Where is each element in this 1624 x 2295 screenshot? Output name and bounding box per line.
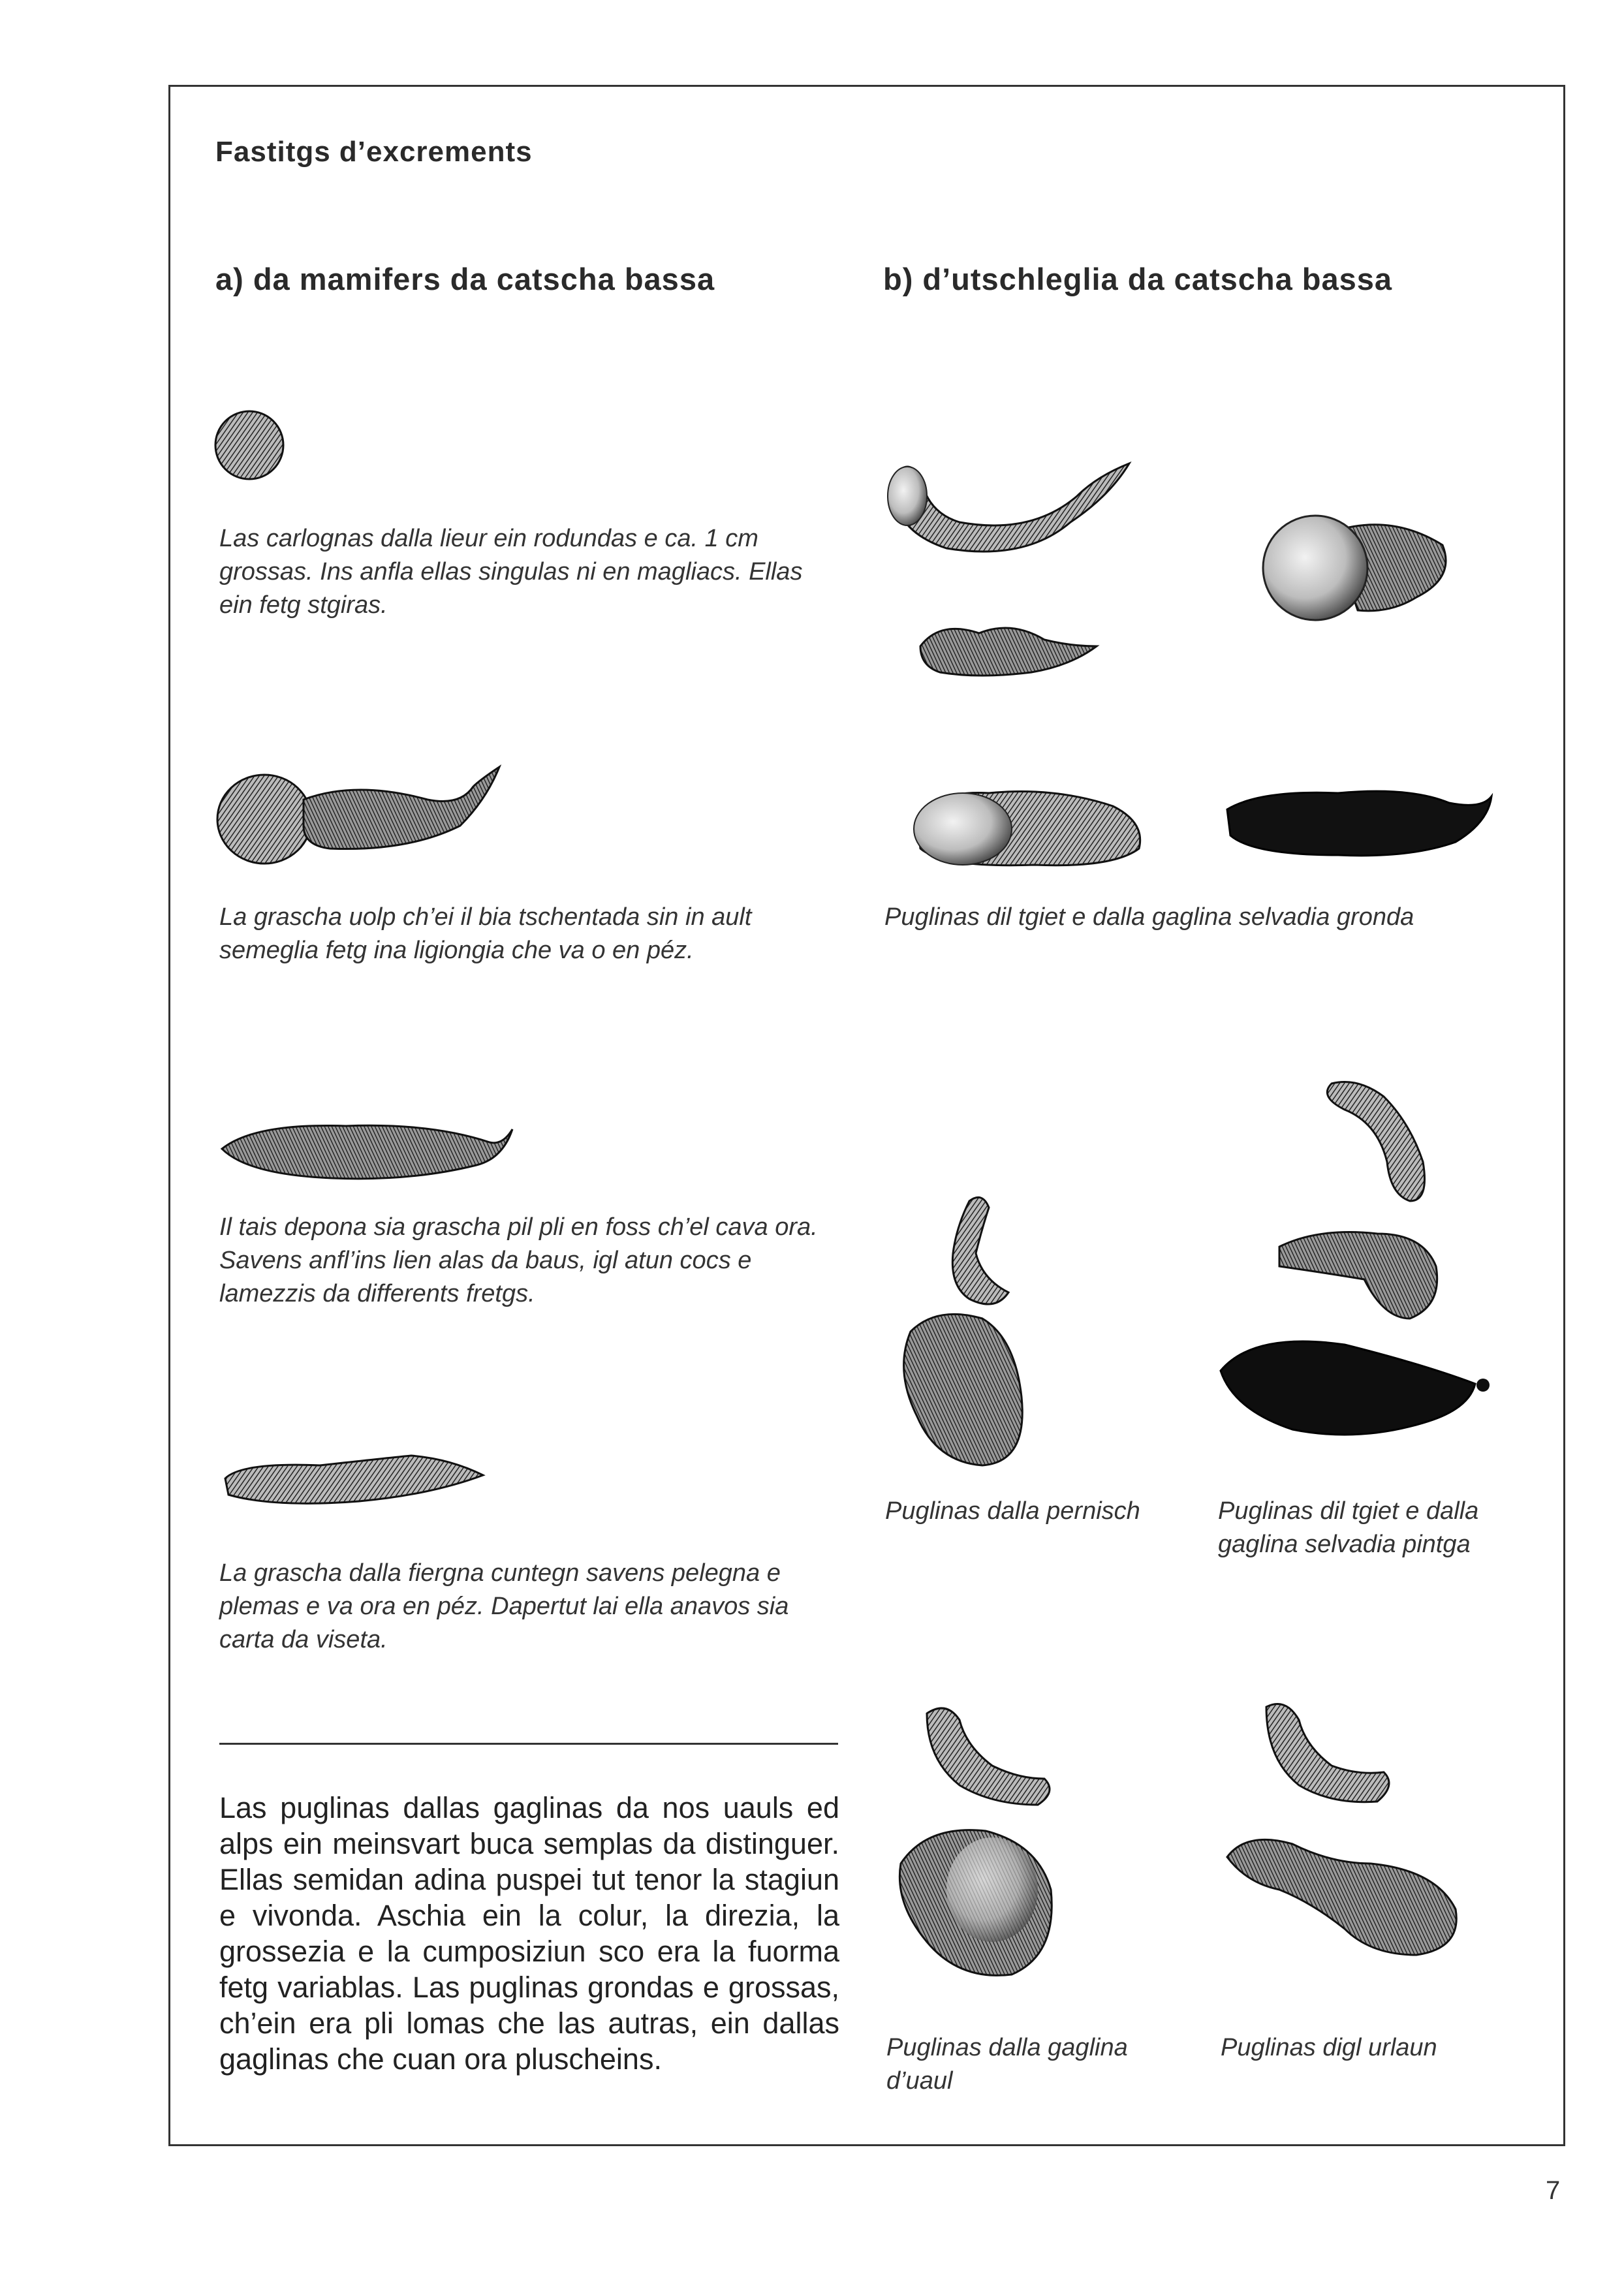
section-heading-mammals: a) da mamifers da catscha bassa bbox=[215, 262, 715, 296]
page-number: 7 bbox=[1546, 2176, 1561, 2205]
caption-capercaillie: Puglinas dil tgiet e dalla gaglina selvadia gronda bbox=[884, 903, 1414, 931]
caption-badger: Il tais depona sia grascha pil pli en foss ch’el cava ora. Savens anfl’ins lien alas da baus, igl atun cocs e lamezzis da differents fretgs. bbox=[219, 1213, 818, 1307]
caption-marten: La grascha dalla fiergna cuntegn savens pelegna e plemas e va ora en péz. Dapertut lai ella anavos sia carta da viseta. bbox=[219, 1559, 789, 1653]
caption-black-grouse: Puglinas dil tgiet e dalla gaglina selvadia pintga bbox=[1218, 1497, 1479, 1558]
divider-line bbox=[219, 1743, 838, 1745]
section-heading-birds: b) d’utschleglia da catscha bassa bbox=[883, 262, 1393, 296]
partridge-dropping-illustration bbox=[884, 1188, 1048, 1475]
badger-dropping-illustration bbox=[215, 1110, 516, 1188]
capercaillie-dropping-round-illustration bbox=[1260, 506, 1462, 636]
capercaillie-dropping-curved-illustration bbox=[881, 450, 1149, 692]
caption-partridge: Puglinas dalla pernisch bbox=[885, 1497, 1140, 1525]
caption-fox: La grascha uolp ch’ei il bia tschentada sin in ault semeglia fetg ina ligiongia che va o en péz. bbox=[219, 903, 752, 964]
black-grouse-dropping-illustration bbox=[1214, 1070, 1501, 1449]
capercaillie-dropping-light-illustration bbox=[904, 777, 1152, 875]
ptarmigan-dropping-illustration bbox=[1221, 1694, 1495, 1968]
caption-hazel-grouse: Puglinas dalla gaglina d’uaul bbox=[886, 2034, 1128, 2095]
caption-ptarmigan: Puglinas digl urlaun bbox=[1221, 2034, 1437, 2061]
hazel-grouse-dropping-illustration bbox=[888, 1694, 1084, 1988]
capercaillie-dropping-dark-illustration bbox=[1221, 777, 1495, 862]
hare-dropping-illustration bbox=[212, 408, 290, 486]
marten-dropping-illustration bbox=[215, 1452, 490, 1511]
caption-hare: Las carlognas dalla lieur ein rodundas e ca. 1 cm grossas. Ins anfla ellas singulas ni en magliacs. Ellas ein fetg stgiras. bbox=[219, 525, 803, 619]
fox-dropping-illustration bbox=[212, 760, 519, 871]
page-title: Fastitgs d’excrements bbox=[215, 136, 533, 168]
body-paragraph: Las puglinas dallas gaglinas da nos uauls ed alps ein meinsvart buca semplas da distinguer. Ellas semidan adina puspei tut tenor la stagiun e vivonda. Aschia ein la colur, la direzia, la grossezia e la cumposiziun sco era la fuorma fetg variablas. Las puglinas grondas e grossas, ch’ein era pli lomas che las autras, ein dallas gaglinas che cuan ora pluscheins. bbox=[219, 1791, 839, 2076]
